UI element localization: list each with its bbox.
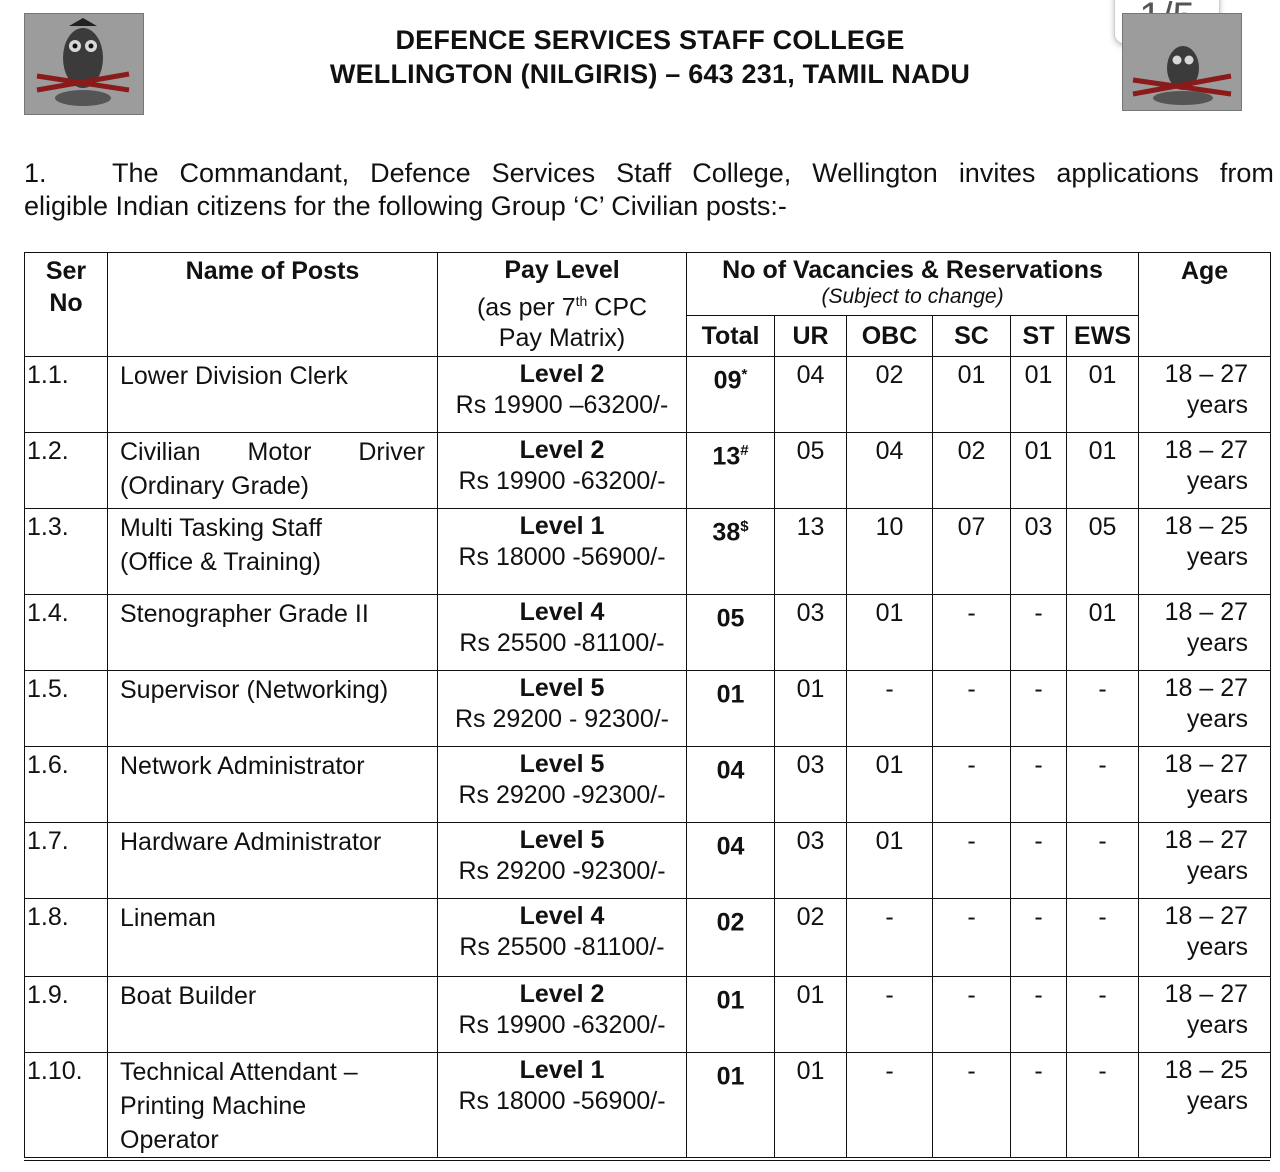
- obc-cell: 01: [847, 823, 933, 899]
- table-row: [25, 977, 1271, 1053]
- total-value: 01: [716, 986, 745, 1015]
- ser-no-cell: 1.2.: [25, 433, 108, 509]
- age-unit: years: [1186, 543, 1249, 571]
- header-pay-line3: Pay Matrix): [498, 324, 626, 353]
- obc-cell: -: [847, 1053, 933, 1158]
- obc-cell: 01: [847, 595, 933, 671]
- pay-range: Rs 25500 -81100/-: [459, 629, 665, 657]
- st-cell: 03: [1011, 509, 1067, 595]
- ews-cell: -: [1067, 899, 1139, 977]
- college-crest-logo-left: [24, 13, 144, 115]
- table-row: [25, 899, 1271, 977]
- pay-range: Rs 25500 -81100/-: [459, 933, 665, 961]
- table-row: [25, 671, 1271, 747]
- ser-no-cell: 1.4.: [25, 595, 108, 671]
- age-unit: years: [1186, 1011, 1249, 1039]
- age-range: 18 – 25: [1164, 512, 1249, 540]
- pay-level: Level 2: [519, 980, 605, 1008]
- pay-level: Level 5: [519, 750, 605, 778]
- st-cell: -: [1011, 899, 1067, 977]
- ser-no-cell: 1.6.: [25, 747, 108, 823]
- intro-word: Staff: [616, 158, 672, 188]
- post-name-line1: Network Administrator: [120, 752, 365, 780]
- pay-level-cell: [438, 433, 687, 509]
- intro-word: applications: [1056, 158, 1199, 188]
- total-value: 01: [716, 680, 745, 709]
- ews-cell: -: [1067, 977, 1139, 1053]
- pay-range: Rs 18000 -56900/-: [458, 1087, 666, 1115]
- post-name-line2: Printing Machine: [120, 1092, 307, 1120]
- pay-range: Rs 29200 -92300/-: [458, 781, 666, 809]
- pay-level-cell: [438, 1053, 687, 1158]
- ews-cell: 05: [1067, 509, 1139, 595]
- ser-no-cell: 1.9.: [25, 977, 108, 1053]
- obc-cell: -: [847, 899, 933, 977]
- ews-cell: -: [1067, 747, 1139, 823]
- age-range: 18 – 27: [1164, 750, 1249, 778]
- post-name-line1: Multi Tasking Staff: [120, 514, 322, 542]
- st-cell: -: [1011, 671, 1067, 747]
- age-range: 18 – 27: [1164, 436, 1249, 464]
- obc-cell: 02: [847, 357, 933, 433]
- ews-cell: 01: [1067, 357, 1139, 433]
- total-cell: [687, 433, 775, 509]
- intro-word: The: [112, 158, 159, 188]
- age-cell: [1139, 899, 1271, 977]
- ews-cell: -: [1067, 1053, 1139, 1158]
- age-unit: years: [1186, 629, 1249, 657]
- post-name-line1: Lineman: [120, 904, 216, 932]
- pay-level-cell: [438, 357, 687, 433]
- age-unit: years: [1186, 857, 1249, 885]
- ser-no-cell: 1.1.: [25, 357, 108, 433]
- table-row: [25, 509, 1271, 595]
- age-cell: [1139, 509, 1271, 595]
- intro-word: Defence: [370, 158, 471, 188]
- intro-word: College,: [692, 158, 792, 188]
- sc-cell: -: [933, 1053, 1011, 1158]
- pay-level: Level 1: [519, 512, 605, 540]
- sc-cell: -: [933, 823, 1011, 899]
- total-value: 38: [712, 518, 741, 547]
- sc-cell: -: [933, 977, 1011, 1053]
- total-cell: [687, 977, 775, 1053]
- total-cell: [687, 357, 775, 433]
- ews-cell: -: [1067, 671, 1139, 747]
- post-name-cell: [108, 595, 438, 671]
- header-pay-line2: (as per 7th CPC: [476, 293, 648, 322]
- intro-paragraph: [24, 157, 1274, 223]
- st-cell: -: [1011, 977, 1067, 1053]
- age-unit: years: [1186, 705, 1249, 733]
- pay-level-cell: [438, 509, 687, 595]
- post-name-cell: [108, 977, 438, 1053]
- obc-cell: -: [847, 671, 933, 747]
- ser-no-cell: 1.7.: [25, 823, 108, 899]
- obc-cell: -: [847, 977, 933, 1053]
- total-value: 13: [712, 442, 741, 471]
- post-name-cell: [108, 357, 438, 433]
- intro-line-2: eligible Indian citizens for the following Group ‘C’ Civilian posts:-: [24, 191, 787, 221]
- ser-no-cell: 1.5.: [25, 671, 108, 747]
- post-name-line1: Lower Division Clerk: [120, 362, 348, 390]
- total-cell: [687, 823, 775, 899]
- header-line-1: DEFENCE SERVICES STAFF COLLEGE: [395, 25, 905, 55]
- age-range: 18 – 27: [1164, 902, 1249, 930]
- st-cell: -: [1011, 1053, 1067, 1158]
- ur-cell: 01: [775, 977, 847, 1053]
- age-range: 18 – 27: [1164, 598, 1249, 626]
- ur-cell: 03: [775, 595, 847, 671]
- total-cell: [687, 899, 775, 977]
- table-row: [25, 357, 1271, 433]
- st-cell: 01: [1011, 357, 1067, 433]
- table-row: [25, 747, 1271, 823]
- pay-level-cell: [438, 899, 687, 977]
- header-ur: UR: [775, 316, 847, 357]
- age-cell: [1139, 747, 1271, 823]
- paragraph-number: 1.: [24, 158, 47, 188]
- age-unit: years: [1186, 391, 1249, 419]
- ews-cell: 01: [1067, 595, 1139, 671]
- age-cell: [1139, 357, 1271, 433]
- header-vacancies: [687, 253, 1139, 316]
- post-name-line1: Technical Attendant –: [120, 1058, 358, 1086]
- obc-cell: 10: [847, 509, 933, 595]
- sc-cell: -: [933, 671, 1011, 747]
- ser-no-cell: 1.8.: [25, 899, 108, 977]
- header-age: Age: [1139, 253, 1271, 357]
- table-row: [25, 823, 1271, 899]
- post-name-line2: (Office & Training): [120, 548, 322, 576]
- total-value: 04: [716, 832, 745, 861]
- header-ser-line2: No: [49, 289, 83, 317]
- pay-level: Level 2: [519, 436, 605, 464]
- sc-cell: 01: [933, 357, 1011, 433]
- pay-range: Rs 19900 -63200/-: [458, 1011, 666, 1039]
- age-cell: [1139, 671, 1271, 747]
- total-cell: [687, 671, 775, 747]
- next-table-edge: [24, 1160, 1270, 1172]
- ur-cell: 05: [775, 433, 847, 509]
- age-cell: [1139, 1053, 1271, 1158]
- total-cell: [687, 747, 775, 823]
- pay-level-cell: [438, 747, 687, 823]
- post-name-cell: [108, 671, 438, 747]
- header-pay-level: [438, 253, 687, 357]
- total-cell: [687, 1053, 775, 1158]
- age-cell: [1139, 823, 1271, 899]
- header-sc: SC: [933, 316, 1011, 357]
- pay-level-cell: [438, 977, 687, 1053]
- sc-cell: -: [933, 747, 1011, 823]
- intro-line-1-text: [112, 157, 1274, 190]
- header-name-of-posts: Name of Posts: [108, 253, 438, 357]
- intro-word: from: [1219, 158, 1274, 188]
- sc-cell: 02: [933, 433, 1011, 509]
- header-ser-no: [25, 253, 108, 357]
- pay-range: Rs 18000 -56900/-: [458, 543, 666, 571]
- pay-level: Level 1: [519, 1056, 605, 1084]
- total-cell: [687, 595, 775, 671]
- pay-level-cell: [438, 595, 687, 671]
- age-unit: years: [1186, 933, 1249, 961]
- ser-no-cell: 1.10.: [25, 1053, 108, 1158]
- obc-cell: 04: [847, 433, 933, 509]
- sc-cell: -: [933, 899, 1011, 977]
- pay-level-cell: [438, 671, 687, 747]
- vacancy-table: [24, 252, 1271, 1158]
- table-row: [25, 595, 1271, 671]
- age-range: 18 – 25: [1164, 1056, 1249, 1084]
- ur-cell: 03: [775, 747, 847, 823]
- header-vacancies-subtitle: (Subject to change): [821, 285, 1004, 308]
- ur-cell: 04: [775, 357, 847, 433]
- age-unit: years: [1186, 781, 1249, 809]
- post-name-cell: [108, 1053, 438, 1158]
- pay-level: Level 5: [519, 674, 605, 702]
- ews-cell: -: [1067, 823, 1139, 899]
- intro-word: Commandant,: [179, 158, 350, 188]
- pay-level: Level 5: [519, 826, 605, 854]
- header-pay-line1: Pay Level: [504, 256, 620, 284]
- st-cell: 01: [1011, 433, 1067, 509]
- sc-cell: 07: [933, 509, 1011, 595]
- age-cell: [1139, 433, 1271, 509]
- header-total: Total: [687, 316, 775, 357]
- post-name-cell: [108, 823, 438, 899]
- header-obc: OBC: [847, 316, 933, 357]
- table-row: [25, 433, 1271, 509]
- age-unit: years: [1186, 467, 1249, 495]
- table-header-row: [25, 253, 1271, 316]
- total-footnote-mark: *: [741, 366, 748, 383]
- total-footnote-mark: $: [740, 518, 749, 535]
- header-ews: EWS: [1067, 316, 1139, 357]
- ur-cell: 13: [775, 509, 847, 595]
- total-value: 01: [716, 1062, 745, 1091]
- ews-cell: 01: [1067, 433, 1139, 509]
- sc-cell: -: [933, 595, 1011, 671]
- post-name-line1: Hardware Administrator: [120, 828, 382, 856]
- total-value: 02: [716, 908, 745, 937]
- post-name-line1: Supervisor (Networking): [120, 676, 389, 704]
- age-range: 18 – 27: [1164, 980, 1249, 1008]
- pay-level: Level 2: [519, 360, 605, 388]
- total-value: 05: [716, 604, 745, 633]
- pay-level: Level 4: [519, 598, 605, 626]
- pay-range: Rs 29200 -92300/-: [458, 857, 666, 885]
- st-cell: -: [1011, 747, 1067, 823]
- post-name-cell: [108, 509, 438, 595]
- header-vacancies-title: No of Vacancies & Reservations: [722, 256, 1103, 284]
- post-name-line1: Boat Builder: [120, 982, 257, 1010]
- total-cell: [687, 509, 775, 595]
- obc-cell: 01: [847, 747, 933, 823]
- pay-range: Rs 29200 - 92300/-: [454, 705, 670, 733]
- header-st: ST: [1011, 316, 1067, 357]
- age-range: 18 – 27: [1164, 826, 1249, 854]
- pay-level: Level 4: [519, 902, 605, 930]
- total-value: 04: [716, 756, 745, 785]
- post-name-cell: [108, 747, 438, 823]
- st-cell: -: [1011, 823, 1067, 899]
- total-footnote-mark: #: [740, 442, 749, 459]
- post-name-cell: [108, 433, 438, 509]
- header-ser-line1: Ser: [45, 257, 87, 285]
- total-value: 09: [713, 366, 742, 395]
- post-name-line1: Civilian Motor Driver: [120, 438, 425, 466]
- post-name-cell: [108, 899, 438, 977]
- intro-word: Services: [491, 158, 596, 188]
- age-cell: [1139, 595, 1271, 671]
- ur-cell: 01: [775, 671, 847, 747]
- intro-word: invites: [958, 158, 1036, 188]
- ur-cell: 02: [775, 899, 847, 977]
- pay-range: Rs 19900 –63200/-: [455, 391, 669, 419]
- post-name-line2: (Ordinary Grade): [120, 472, 309, 500]
- table-row: [25, 1053, 1271, 1158]
- age-unit: years: [1186, 1087, 1249, 1115]
- owl-crest-icon: [25, 14, 143, 114]
- post-name-line3: Operator: [120, 1126, 219, 1154]
- age-cell: [1139, 977, 1271, 1053]
- intro-word: Wellington: [812, 158, 938, 188]
- age-range: 18 – 27: [1164, 674, 1249, 702]
- pay-range: Rs 19900 -63200/-: [458, 467, 666, 495]
- post-name-line1: Stenographer Grade II: [120, 600, 369, 628]
- pay-level-cell: [438, 823, 687, 899]
- ur-cell: 01: [775, 1053, 847, 1158]
- ser-no-cell: 1.3.: [25, 509, 108, 595]
- st-cell: -: [1011, 595, 1067, 671]
- header-line-2: WELLINGTON (NILGIRIS) – 643 231, TAMIL NADU: [329, 59, 971, 89]
- intro-line-1: [24, 157, 1274, 190]
- ur-cell: 03: [775, 823, 847, 899]
- age-range: 18 – 27: [1164, 360, 1249, 388]
